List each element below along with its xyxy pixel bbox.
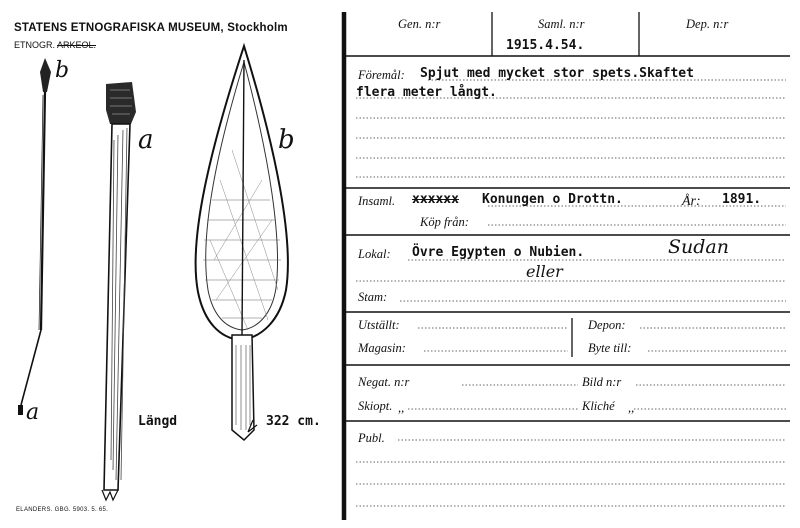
stam-label: Stam: — [358, 290, 388, 304]
utstallt-label: Utställt: — [358, 318, 400, 332]
card-dotted-lines — [356, 80, 786, 506]
kliche-value: ,, — [628, 401, 635, 415]
byte-label: Byte till: — [588, 341, 632, 355]
department-active: ETNOGR. — [14, 40, 56, 50]
saml-number-value: 1915.4.54. — [506, 38, 585, 53]
insaml-value: Konungen o Drottn. — [482, 192, 623, 207]
lokal-label: Lokal: — [358, 247, 391, 261]
depon-label: Depon: — [588, 318, 626, 332]
kliche-label: Kliché — [582, 399, 615, 413]
label-small-spear-top: b — [55, 58, 70, 83]
spear-small-drawing — [18, 58, 51, 415]
publ-label: Publ. — [358, 431, 385, 445]
spearhead-drawing — [196, 46, 288, 440]
ar-value: 1891. — [722, 192, 762, 207]
gen-number-label: Gen. n:r — [398, 17, 441, 31]
insaml-label: Insaml. — [358, 194, 396, 208]
museum-title: STATENS ETNOGRAFISKA MUSEUM, Stockholm — [14, 22, 288, 34]
foremal-line-2: flera meter långt. — [356, 85, 497, 100]
saml-number-label: Saml. n:r — [538, 17, 585, 31]
length-value: 322 cm. — [266, 414, 321, 429]
bild-label: Bild n:r — [582, 375, 622, 389]
lokal-handwritten-1: Sudan — [668, 236, 729, 258]
skiopt-value: ,, — [398, 401, 405, 415]
length-label: Längd — [138, 414, 178, 429]
ar-label: År: — [682, 194, 701, 209]
foremal-line-1: Spjut med mycket stor spets.Skaftet — [420, 66, 694, 81]
shaft-drawing — [102, 82, 136, 500]
printer-mark: ELANDERS. GBG. 5903. 5. 65. — [16, 507, 109, 513]
insaml-struck: xxxxxx — [412, 192, 459, 207]
lokal-value: Övre Egypten o Nubien. — [412, 245, 585, 260]
lokal-handwritten-2: eller — [526, 262, 563, 281]
kop-label: Köp från: — [420, 215, 469, 229]
negat-label: Negat. n:r — [358, 375, 410, 389]
label-shaft: a — [138, 125, 154, 155]
skiopt-label: Skiopt. — [358, 399, 393, 413]
dep-number-label: Dep. n:r — [686, 17, 729, 31]
magasin-label: Magasin: — [358, 341, 406, 355]
label-spearhead: b — [278, 125, 295, 155]
label-small-spear-bottom: a — [26, 400, 40, 425]
department-struck: ARKEOL. — [57, 40, 97, 50]
foremal-label: Föremål: — [358, 68, 405, 82]
